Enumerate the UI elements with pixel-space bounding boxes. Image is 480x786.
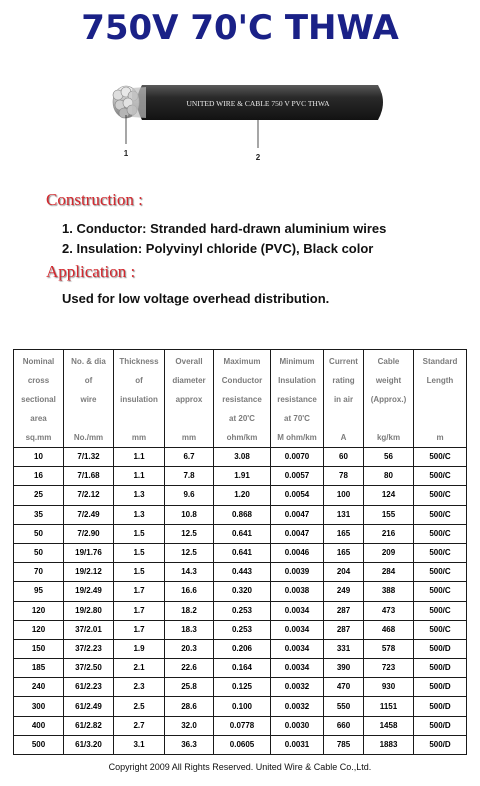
table-cell: 0.868: [214, 505, 271, 524]
table-row: [14, 448, 467, 467]
column-header-line: No./mm: [73, 433, 104, 442]
table-cell: 0.0046: [271, 543, 324, 562]
column-header-line: Thickness: [119, 357, 159, 366]
label-1: 1: [123, 149, 129, 158]
table-cell: 7/2.49: [64, 505, 114, 524]
construction-item-2: [62, 241, 373, 256]
table-row: [14, 697, 467, 716]
table-header-row: [14, 350, 467, 448]
table-cell: 0.125: [214, 678, 271, 697]
column-header-line: mm: [131, 433, 147, 442]
table-cell: 287: [324, 601, 364, 620]
column-header-line: [114, 409, 164, 428]
table-cell: 388: [364, 582, 414, 601]
column-header-line: weight: [375, 376, 402, 385]
table-cell: 500/D: [414, 697, 467, 716]
table-cell: 7/2.90: [64, 524, 114, 543]
table-cell: 500/C: [414, 505, 467, 524]
table-cell: 0.0031: [271, 735, 324, 754]
table-cell: 660: [324, 716, 364, 735]
column-header-line: at 70'C: [284, 414, 310, 423]
cable-illustration: [0, 68, 480, 168]
column-header-line: Overall: [175, 357, 203, 366]
table-cell: 0.0032: [271, 697, 324, 716]
column-header-line: resistance: [277, 395, 317, 404]
table-cell: 155: [364, 505, 414, 524]
column-header: [14, 350, 64, 448]
table-cell: 2.7: [114, 716, 165, 735]
table-cell: 0.0047: [271, 505, 324, 524]
table-cell: 468: [364, 620, 414, 639]
table-row: [14, 601, 467, 620]
conductor-strands: [113, 86, 146, 118]
table-cell: 95: [14, 582, 64, 601]
table-cell: 1151: [364, 697, 414, 716]
table-cell: 185: [14, 659, 64, 678]
column-header-line: A: [340, 433, 347, 442]
table-cell: 50: [14, 524, 64, 543]
table-cell: 500/C: [414, 467, 467, 486]
column-header-line: M ohm/km: [277, 433, 317, 442]
table-cell: 25.8: [165, 678, 214, 697]
table-cell: 124: [364, 486, 414, 505]
table-cell: 19/1.76: [64, 543, 114, 562]
table-cell: 18.3: [165, 620, 214, 639]
table-cell: 0.0778: [214, 716, 271, 735]
table-cell: 500/D: [414, 678, 467, 697]
column-header-line: of: [84, 376, 93, 385]
table-cell: 19/2.12: [64, 563, 114, 582]
column-header-line: sectional: [21, 395, 56, 404]
column-header-line: Minimum: [279, 357, 315, 366]
column-header-line: resistance: [222, 395, 262, 404]
table-cell: 2.5: [114, 697, 165, 716]
table-cell: 0.0032: [271, 678, 324, 697]
table-row: [14, 486, 467, 505]
table-cell: 500: [14, 735, 64, 754]
table-cell: 120: [14, 620, 64, 639]
column-header-line: diameter: [172, 376, 206, 385]
column-header-line: m: [436, 433, 444, 442]
table-cell: 1.7: [114, 601, 165, 620]
column-header-line: mm: [181, 433, 197, 442]
table-cell: 3.1: [114, 735, 165, 754]
table-cell: 0.320: [214, 582, 271, 601]
table-cell: 61/2.82: [64, 716, 114, 735]
table-cell: 2.1: [114, 659, 165, 678]
table-cell: 500/C: [414, 448, 467, 467]
table-cell: 400: [14, 716, 64, 735]
table-row: [14, 678, 467, 697]
copyright-text: Copyright 2009 All Rights Reserved. United Wire & Cable Co.,Ltd.: [108, 762, 372, 772]
column-header-line: Conductor: [221, 376, 263, 385]
table-cell: 0.0047: [271, 524, 324, 543]
table-cell: 1.20: [214, 486, 271, 505]
column-header-line: Standard: [422, 357, 458, 366]
table-cell: 0.0034: [271, 620, 324, 639]
table-cell: 19/2.49: [64, 582, 114, 601]
column-header: [364, 350, 414, 448]
table-row: [14, 620, 467, 639]
table-cell: 500/C: [414, 582, 467, 601]
table-cell: 56: [364, 448, 414, 467]
column-header-line: at 20'C: [229, 414, 255, 423]
table-cell: 32.0: [165, 716, 214, 735]
table-cell: 390: [324, 659, 364, 678]
table-cell: 6.7: [165, 448, 214, 467]
column-header-line: area: [30, 414, 47, 423]
table-cell: 36.3: [165, 735, 214, 754]
table-cell: 19/2.80: [64, 601, 114, 620]
table-cell: 204: [324, 563, 364, 582]
column-header-line: (Approx.): [370, 395, 407, 404]
table-cell: 1883: [364, 735, 414, 754]
column-header-line: ohm/km: [226, 433, 258, 442]
table-cell: 500/C: [414, 601, 467, 620]
table-cell: 7/1.32: [64, 448, 114, 467]
table-cell: 25: [14, 486, 64, 505]
table-cell: 0.206: [214, 639, 271, 658]
table-cell: 1.3: [114, 486, 165, 505]
table-cell: 14.3: [165, 563, 214, 582]
construction-item-2-text: Polyvinyl chloride (PVC), Black color: [145, 241, 374, 256]
table-row: [14, 639, 467, 658]
table-cell: 240: [14, 678, 64, 697]
table-cell: 550: [324, 697, 364, 716]
table-cell: 0.641: [214, 543, 271, 562]
table-cell: 473: [364, 601, 414, 620]
table-cell: 0.0057: [271, 467, 324, 486]
application-text: Used for low voltage overhead distribution.: [62, 291, 330, 306]
table-cell: 723: [364, 659, 414, 678]
column-header-line: sq.mm: [25, 433, 52, 442]
table-cell: 35: [14, 505, 64, 524]
table-cell: 0.0070: [271, 448, 324, 467]
column-header-line: Insulation: [278, 376, 316, 385]
table-row: [14, 735, 467, 754]
column-header: [165, 350, 214, 448]
table-cell: 1.1: [114, 448, 165, 467]
table-cell: 16.6: [165, 582, 214, 601]
table-cell: 0.0030: [271, 716, 324, 735]
table-cell: 28.6: [165, 697, 214, 716]
table-cell: 150: [14, 639, 64, 658]
column-header-line: insulation: [120, 395, 158, 404]
column-header-line: cross: [27, 376, 50, 385]
column-header-line: [414, 409, 466, 428]
table-cell: 22.6: [165, 659, 214, 678]
column-header-line: approx: [175, 395, 203, 404]
table-cell: 10.8: [165, 505, 214, 524]
construction-heading: Construction :: [46, 190, 143, 209]
column-header: [271, 350, 324, 448]
table-cell: 1.7: [114, 620, 165, 639]
table-cell: 37/2.23: [64, 639, 114, 658]
construction-item-1-text: Stranded hard-drawn aluminium wires: [150, 221, 387, 236]
column-header: [64, 350, 114, 448]
table-cell: 0.164: [214, 659, 271, 678]
table-cell: 500/C: [414, 543, 467, 562]
table-cell: 1.3: [114, 505, 165, 524]
table-cell: 120: [14, 601, 64, 620]
table-cell: 930: [364, 678, 414, 697]
construction-item-2-label: 2. Insulation:: [62, 241, 143, 256]
table-cell: 61/3.20: [64, 735, 114, 754]
table-cell: 300: [14, 697, 64, 716]
table-cell: 1.5: [114, 524, 165, 543]
table-cell: 0.100: [214, 697, 271, 716]
table-row: [14, 659, 467, 678]
table-cell: 209: [364, 543, 414, 562]
table-cell: 165: [324, 543, 364, 562]
table-cell: 0.0038: [271, 582, 324, 601]
table-cell: 70: [14, 563, 64, 582]
table-cell: 3.08: [214, 448, 271, 467]
table-cell: 500/C: [414, 486, 467, 505]
label-2: 2: [255, 153, 261, 162]
table-cell: 0.253: [214, 620, 271, 639]
table-cell: 18.2: [165, 601, 214, 620]
table-cell: 500/D: [414, 659, 467, 678]
table-cell: 287: [324, 620, 364, 639]
table-cell: 0.0034: [271, 601, 324, 620]
construction-item-1: [62, 221, 386, 236]
table-cell: 0.0034: [271, 639, 324, 658]
column-header-line: [414, 390, 466, 409]
table-cell: 470: [324, 678, 364, 697]
table-cell: 7/2.12: [64, 486, 114, 505]
table-cell: 9.6: [165, 486, 214, 505]
table-row: [14, 524, 467, 543]
column-header-line: Length: [426, 376, 454, 385]
column-header: [214, 350, 271, 448]
table-cell: 12.5: [165, 524, 214, 543]
table-cell: 0.641: [214, 524, 271, 543]
jacket-print: UNITED WIRE & CABLE 750 V PVC THWA: [186, 99, 330, 108]
application-heading: Application :: [46, 262, 136, 281]
table-cell: 16: [14, 467, 64, 486]
table-row: [14, 716, 467, 735]
table-cell: 80: [364, 467, 414, 486]
table-cell: 284: [364, 563, 414, 582]
table-cell: 1.1: [114, 467, 165, 486]
table-row: [14, 563, 467, 582]
table-cell: 1.5: [114, 563, 165, 582]
table-cell: 1.91: [214, 467, 271, 486]
column-header-line: Maximum: [223, 357, 261, 366]
table-cell: 10: [14, 448, 64, 467]
column-header-line: Cable: [377, 357, 400, 366]
table-cell: 331: [324, 639, 364, 658]
table-cell: 1458: [364, 716, 414, 735]
table-cell: 500/D: [414, 735, 467, 754]
column-header-line: [324, 409, 363, 428]
table-cell: 0.443: [214, 563, 271, 582]
table-cell: 165: [324, 524, 364, 543]
column-header-line: wire: [80, 395, 97, 404]
table-cell: 0.0605: [214, 735, 271, 754]
column-header-line: kg/km: [376, 433, 401, 442]
table-cell: 0.0034: [271, 659, 324, 678]
table-cell: 578: [364, 639, 414, 658]
table-cell: 0.0039: [271, 563, 324, 582]
table-cell: 1.7: [114, 582, 165, 601]
table-row: [14, 467, 467, 486]
column-header-line: Current: [329, 357, 358, 366]
table-cell: 0.253: [214, 601, 271, 620]
table-cell: 249: [324, 582, 364, 601]
table-cell: 500/C: [414, 524, 467, 543]
spec-table: [13, 349, 467, 755]
table-row: [14, 582, 467, 601]
column-header-line: Nominal: [22, 357, 55, 366]
table-body: [14, 448, 467, 755]
table-cell: 216: [364, 524, 414, 543]
table-cell: 7.8: [165, 467, 214, 486]
table-cell: 0.0054: [271, 486, 324, 505]
table-cell: 20.3: [165, 639, 214, 658]
table-cell: 1.5: [114, 543, 165, 562]
column-header: [114, 350, 165, 448]
table-row: [14, 505, 467, 524]
table-cell: 785: [324, 735, 364, 754]
table-cell: 61/2.23: [64, 678, 114, 697]
column-header: [414, 350, 467, 448]
table-cell: 100: [324, 486, 364, 505]
table-row: [14, 543, 467, 562]
table-cell: 37/2.01: [64, 620, 114, 639]
table-cell: 7/1.68: [64, 467, 114, 486]
column-header-line: No. & dia: [71, 357, 106, 366]
table-cell: 500/C: [414, 563, 467, 582]
column-header-line: [165, 409, 213, 428]
column-header: [324, 350, 364, 448]
table-cell: 1.9: [114, 639, 165, 658]
table-cell: 500/C: [414, 620, 467, 639]
table-cell: 12.5: [165, 543, 214, 562]
table-cell: 2.3: [114, 678, 165, 697]
column-header-line: in air: [333, 395, 354, 404]
column-header-line: of: [135, 376, 143, 385]
table-cell: 37/2.50: [64, 659, 114, 678]
table-cell: 500/D: [414, 716, 467, 735]
table-cell: 50: [14, 543, 64, 562]
table-cell: 61/2.49: [64, 697, 114, 716]
page-title: 750V 70'C THWA: [81, 8, 399, 48]
construction-item-1-label: 1. Conductor:: [62, 221, 147, 236]
table-cell: 131: [324, 505, 364, 524]
column-header-line: rating: [332, 376, 355, 385]
column-header-line: [64, 409, 113, 428]
column-header-line: [364, 409, 413, 428]
table-cell: 60: [324, 448, 364, 467]
table-cell: 78: [324, 467, 364, 486]
table-cell: 500/D: [414, 639, 467, 658]
